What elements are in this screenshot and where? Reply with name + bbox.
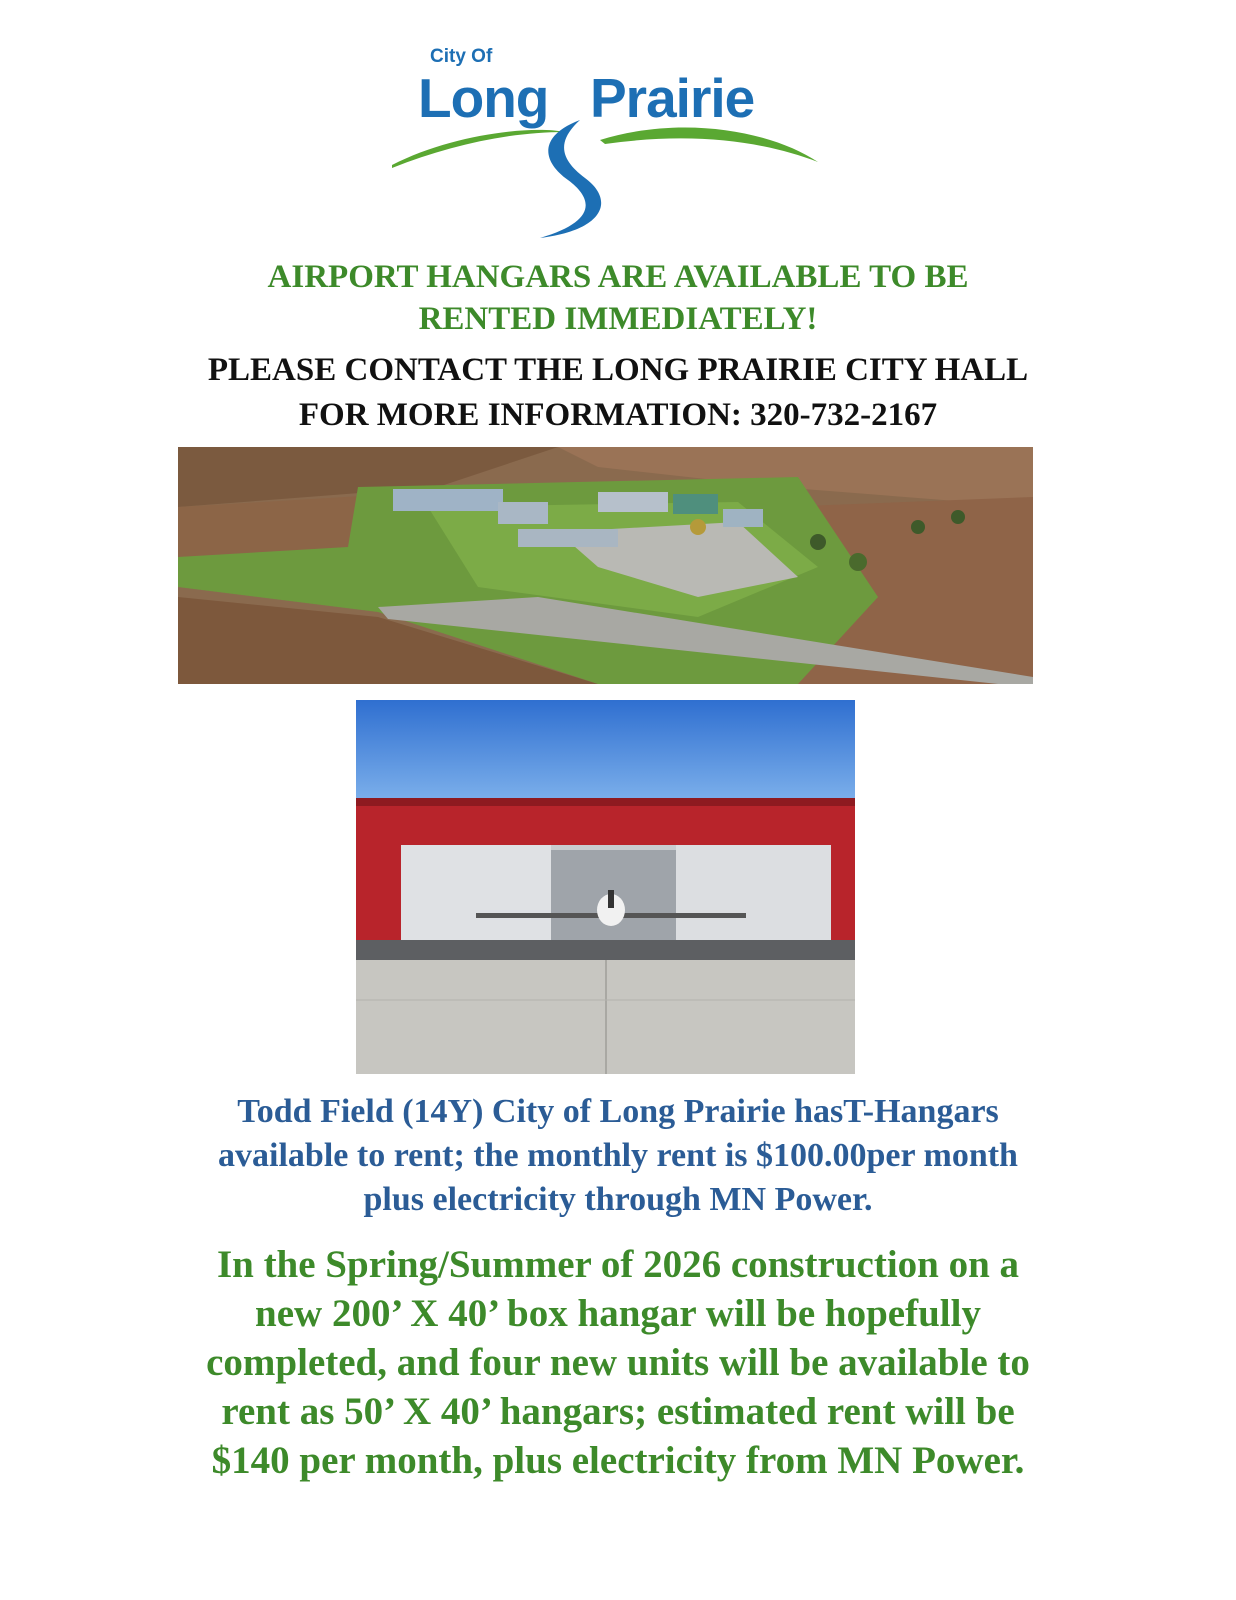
contact-line-2: FOR MORE INFORMATION: 320-732-2167 <box>298 397 938 433</box>
logo-prairie: Prairie <box>590 67 755 129</box>
contact-info <box>0 348 1236 438</box>
logo-long: Long <box>418 67 549 129</box>
contact-line-1: PLEASE CONTACT THE LONG PRAIRIE CITY HALL <box>207 352 1029 388</box>
headline-line-1: AIRPORT HANGARS ARE AVAILABLE TO BE <box>267 259 969 295</box>
airport-aerial-photo <box>178 447 1033 684</box>
logo-city-of: City Of <box>430 46 493 67</box>
rent-line-2: available to rent; the monthly rent is $100.00per month <box>218 1137 1018 1174</box>
construction-notice <box>140 1240 1096 1485</box>
construction-line-3: completed, and four new units will be available to <box>206 1341 1030 1384</box>
construction-line-5: $140 per month, plus electricity from MN Power. <box>211 1439 1025 1482</box>
availability-headline <box>0 256 1236 340</box>
city-logo <box>390 40 830 245</box>
headline-line-2: RENTED IMMEDIATELY! <box>418 301 818 337</box>
construction-line-4: rent as 50’ X 40’ hangars; estimated rent will be <box>221 1390 1015 1433</box>
construction-line-2: new 200’ X 40’ box hangar will be hopefully <box>255 1292 981 1335</box>
construction-line-1: In the Spring/Summer of 2026 construction on a <box>216 1243 1020 1286</box>
rent-line-1: Todd Field (14Y) City of Long Prairie hasT-Hangars <box>237 1093 999 1130</box>
open-hangar-photo <box>356 700 855 1074</box>
rent-line-3: plus electricity through MN Power. <box>363 1181 873 1218</box>
rent-information <box>150 1090 1086 1222</box>
